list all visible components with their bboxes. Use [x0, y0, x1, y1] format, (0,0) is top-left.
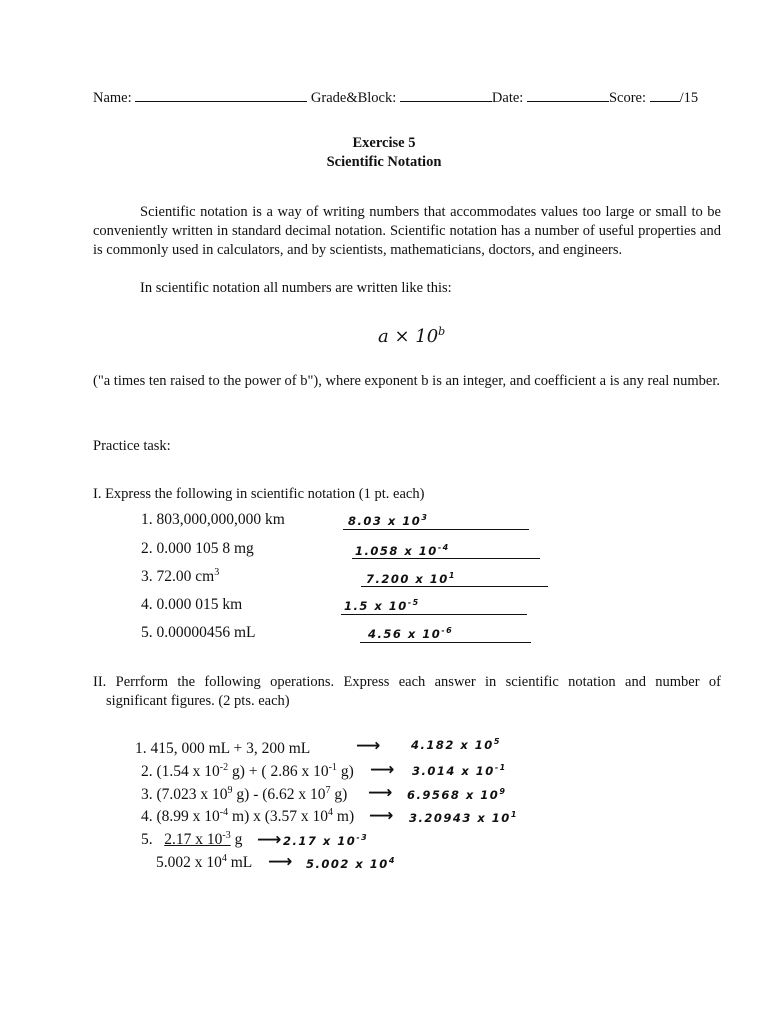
part1-question-3: 3. 72.00 $cm^3$ [141, 566, 220, 585]
score-total: /15 [679, 90, 699, 106]
student-info-line [93, 88, 698, 107]
part1-answer-3: 7.200 x $10^1$ [366, 571, 456, 586]
score-blank[interactable] [650, 88, 680, 102]
practice-label: Practice task: [93, 438, 171, 454]
page-title: Exercise 5 [352, 135, 416, 151]
arrow-icon: ⟶ [369, 806, 394, 826]
part2-question-5-denominator: 5.002 x $10^4$ mL [156, 852, 253, 871]
part2-answer-3: 6.9568 x $10^9$ [407, 787, 507, 802]
answer-line-5[interactable] [360, 642, 531, 643]
part1-question-1: 1. 803,000,000,000 km [141, 511, 285, 528]
part2-answer-5-denominator: 5.002 x $10^4$ [306, 856, 396, 871]
part2-question-5-numerator: 5. 2.17 x $10^{-3}$ g [141, 829, 243, 848]
part2-question-2: 2. (1.54 x $10^{-2}$ g) + ( 2.86 x $10^{-1}$ g) [141, 761, 354, 780]
part1-question-2: 2. 0.000 105 8 mg [141, 540, 254, 557]
part2-question-3: 3. (7.023 x $10^9$ g) - (6.62 x $10^7$ g) [141, 784, 348, 803]
intro-paragraph-2: In scientific notation all numbers are written like this: [140, 280, 452, 296]
part1-question-5: 5. 0.00000456 mL [141, 624, 256, 641]
part2-question-4: 4. (8.99 x $10^{-4}$ m) x (3.57 x $10^4$ m) [141, 806, 355, 825]
part1-answer-1: 8.03 x $10^3$ [348, 513, 429, 528]
part1-question-4: 4. 0.000 015 km [141, 596, 243, 613]
intro-paragraph: Scientific notation is a way of writing numbers that accommodates values too large or small to be conveniently written in standard decimal notation. Scientific notation has a number of useful properties and is commonly used in calculators, and by scientists, mathematicians, doctors, and engineers. [93, 204, 721, 258]
grade-label: Grade&Block: [310, 90, 397, 106]
part1-answer-2: 1.058 x $10^{-4}$ [355, 543, 450, 558]
part2-answer-1: 4.182 x $10^5$ [411, 737, 501, 752]
formula [378, 325, 445, 347]
formula-exponent: b [438, 325, 446, 338]
name-blank[interactable] [135, 88, 307, 102]
part1-answer-5: 4.56 x $10^{-6}$ [368, 626, 454, 641]
page-subtitle: Scientific Notation [326, 154, 442, 170]
answer-line-2[interactable] [352, 558, 540, 559]
formula-explanation: ("a times ten raised to the power of b"), where exponent b is an integer, and coefficient a is any real number. [93, 373, 721, 389]
formula-base: a × 10 [378, 326, 439, 347]
date-blank[interactable] [527, 88, 609, 102]
arrow-icon: ⟶ [370, 760, 395, 780]
part2-answer-4: 3.20943 x $10^1$ [409, 810, 518, 825]
arrow-icon: ⟶ [368, 783, 393, 803]
name-label: Name: [93, 90, 132, 106]
answer-line-3[interactable] [361, 586, 548, 587]
part1-answer-4: 1.5 x $10^{-5}$ [344, 598, 420, 613]
grade-blank[interactable] [400, 88, 492, 102]
part2-heading: II. Perrform the following operations. Express each answer in scientific notation and number of [93, 674, 721, 690]
part2-answer-5: 2.17 x $10^{-3}$ [283, 833, 369, 848]
date-label: Date: [491, 90, 524, 106]
part2-answer-2: 3.014 x $10^{-1}$ [412, 763, 507, 778]
part1-heading: I. Express the following in scientific notation (1 pt. each) [93, 486, 425, 502]
arrow-icon: ⟶ [268, 852, 293, 872]
part2-question-1: 1. 415, 000 mL + 3, 200 mL [135, 740, 311, 757]
score-label: Score: [608, 90, 646, 106]
arrow-icon: ⟶ [356, 736, 381, 756]
answer-line-4[interactable] [341, 614, 527, 615]
part2-heading-line2: significant figures. (2 pts. each) [106, 693, 290, 709]
answer-line-1[interactable] [343, 529, 529, 530]
arrow-icon: ⟶ [257, 830, 282, 850]
